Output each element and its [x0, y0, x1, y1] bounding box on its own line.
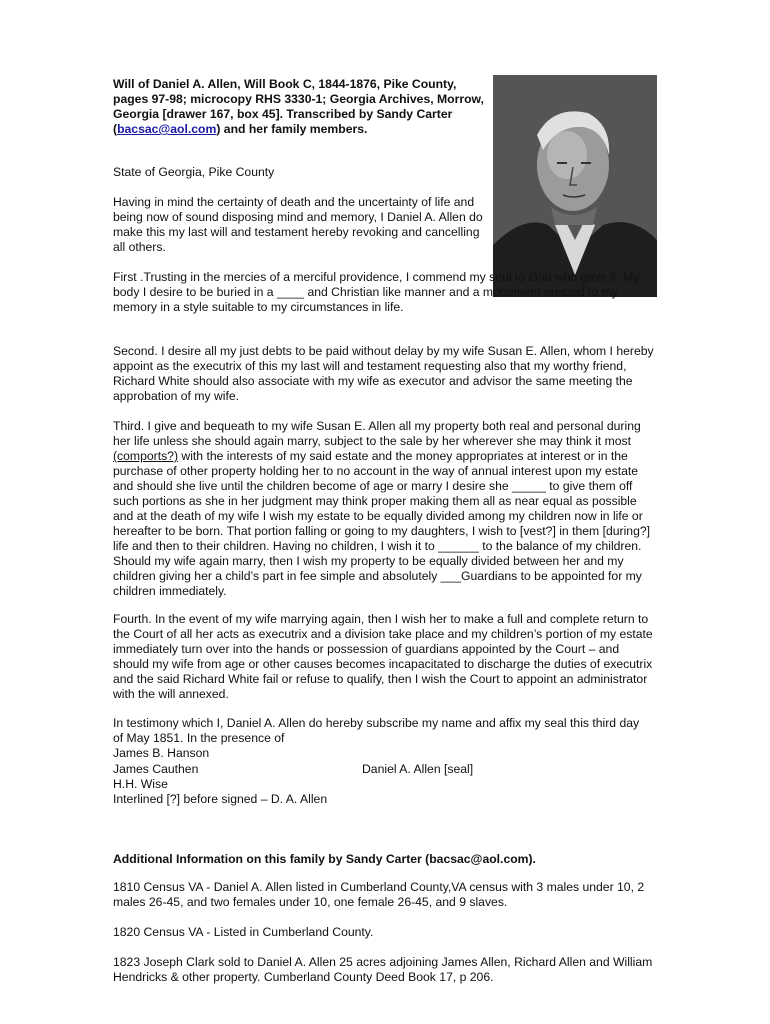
witness-2: James Cauthen [113, 762, 199, 776]
interlined-note: Interlined [?] before signed – D. A. Allen [113, 792, 328, 806]
title-end: ) and her family members. [216, 122, 368, 136]
first-text: First .Trusting in the mercies of a merciful providence, I commend my soul to God who gave it. My body I desire to be buried in a ____ and Christian like manner and a monument erected to my memory in a style suitable to my circumstances in life. [113, 270, 640, 314]
portrait-engraving-icon [493, 75, 657, 297]
deed-1823: 1823 Joseph Clark sold to Daniel A. Allen 25 acres adjoining James Allen, Richard Allen and William Hendricks & other property. Cumberland County Deed Book 17, p 206. [113, 955, 653, 984]
witness-3: H.H. Wise [113, 777, 168, 791]
document-title [113, 77, 488, 137]
state-county: State of Georgia, Pike County [113, 165, 275, 179]
census-1810: 1810 Census VA - Daniel A. Allen listed in Cumberland County,VA census with 3 males under 10, 2 males 26-45, and two females under 10, one female 26-45, and 9 slaves. [113, 880, 645, 909]
third-text-a: Third. I give and bequeath to my wife Susan E. Allen all my property both real and personal during her life unless she should again marry, subject to the sale by her wherever she may think it most [113, 419, 641, 448]
second-paragraph: Second. I desire all my just debts to be paid without delay by my wife Susan E. Allen, whom I hereby appoint as the executrix of this my last will and testament requesting also that my worthy friend, Richard White should also associate with my wife as executor and advisor the same meeting the approbation of my wife. [113, 344, 654, 403]
fourth-paragraph: Fourth. In the event of my wife marrying again, then I wish her to make a full and complete return to the Court of all her acts as executrix and a division take place and my children’s portion of my estate immediately turn over into the hands or possession of guardians appointed by the Court – and should my wife from age or other causes becomes incapacitated to discharge the duties of executrix and the said Richard White fail or refuse to qualify, then I wish the Court to appoint an administrator with the will annexed. [113, 612, 653, 701]
testimony-paragraph: In testimony which I, Daniel A. Allen do hereby subscribe my name and affix my seal this third day of May 1851. In the presence of [113, 716, 640, 745]
witness-1: James B. Hanson [113, 746, 210, 760]
third-text-b: with the interests of my said estate and the money appropriates at interest or in the purchase of other property holding her to no account in the way of annual interest upon my estate and should she live until the children become of age or marry I desire she _____ to give them off such portions as she in her judgment may think proper making them all as near equal as possible and at the death of my wife I wish my estate to be equally divided among my children now in life or hereafter to be born. That portion falling or going to my daughters, I wish to [vest?] in them [during?] life and then to their children. Having no children, I wish it to ______ to the balance of my children. Should my wife again marry, then I wish my property to be equally divided between her and my children giving her a child’s part in fee simple and absolutely ___Guardians to be appointed for my children immediately. [113, 449, 651, 598]
census-1820: 1820 Census VA - Listed in Cumberland County. [113, 925, 374, 939]
email-link[interactable]: bacsac@aol.com [117, 122, 217, 136]
third-paragraph [113, 419, 658, 599]
title-text: Will of Daniel A. Allen, Will Book C, 1844-1876, Pike County, pages 97-98; microcopy RHS 3330-1; Georgia Archives, Morrow, Georgia [drawer 167, box 45]. Transcribed by Sandy Carter ( [113, 77, 484, 136]
testator-signature: Daniel A. Allen [seal] [362, 762, 474, 776]
additional-heading: Additional Information on this family by Sandy Carter (bacsac@aol.com). [113, 852, 536, 866]
first-paragraph [113, 270, 658, 315]
preamble-paragraph: Having in mind the certainty of death and the uncertainty of life and being now of sound disposing mind and memory, I Daniel A. Allen do make this my last will and testament hereby revoking and cancelling all others. [113, 195, 483, 254]
third-comports: (comports?) [113, 449, 179, 463]
portrait-image [493, 75, 657, 297]
